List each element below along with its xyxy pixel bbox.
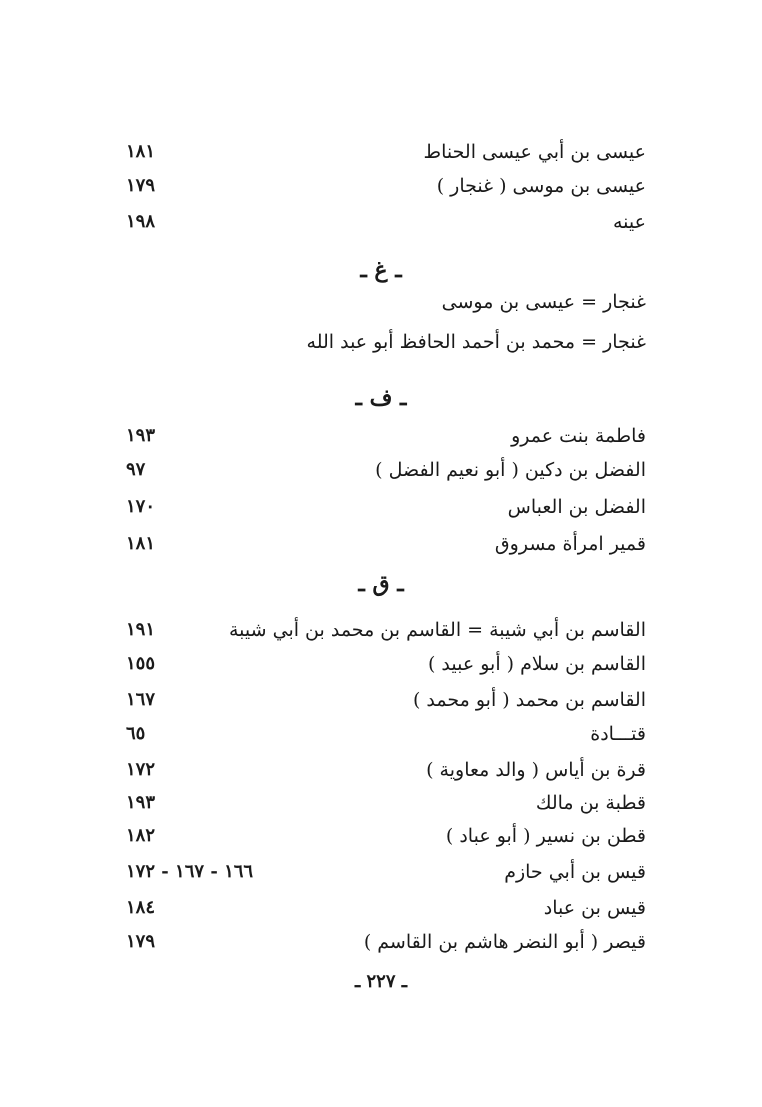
entry-name: عيسى بن أبي عيسى الحناط <box>423 141 646 163</box>
index-entry <box>0 454 762 486</box>
entry-name: القاسم بن سلام ( أبو عبيد ) <box>427 653 646 675</box>
entry-name: قتـــادة <box>590 723 646 745</box>
index-entry <box>0 787 762 819</box>
entry-page: ١٧٩ <box>126 175 156 196</box>
entry-page: ١٨١ <box>126 141 156 162</box>
entry-page: ١٧٢ <box>126 759 156 780</box>
index-entry <box>0 170 762 202</box>
cross-reference <box>0 326 762 358</box>
index-entry <box>0 926 762 958</box>
entry-page: ١٩١ <box>126 619 156 640</box>
index-entry <box>0 528 762 560</box>
entry-page: ١٦٧ <box>126 689 156 710</box>
entry-page: ١٩٣ <box>126 425 156 446</box>
index-entry <box>0 420 762 452</box>
entry-name: قيصر ( أبو النضر هاشم بن القاسم ) <box>363 931 646 953</box>
entry-page: ١٦٦ - ١٦٧ - ١٧٢ <box>126 861 254 882</box>
reference-text: غنجار = محمد بن أحمد الحافظ أبو عبد الله <box>306 331 646 353</box>
index-entry <box>0 754 762 786</box>
entry-page: ١٨٤ <box>126 897 156 918</box>
entry-name: القاسم بن محمد ( أبو محمد ) <box>412 689 646 711</box>
entry-page: ١٩٨ <box>126 211 156 232</box>
entry-name: قيس بن عباد <box>543 897 646 919</box>
index-entry <box>0 136 762 168</box>
index-entry <box>0 856 762 888</box>
entry-name: قرة بن أياس ( والد معاوية ) <box>426 759 646 781</box>
entry-name: القاسم بن أبي شيبة = القاسم بن محمد بن أبي شيبة <box>229 619 646 641</box>
entry-name: الفضل بن دكين ( أبو نعيم الفضل ) <box>375 459 646 481</box>
entry-name: قطن بن نسير ( أبو عباد ) <box>445 825 646 847</box>
section-letter-fa: ـ ف ـ <box>355 385 407 411</box>
entry-page: ١٧٩ <box>126 931 156 952</box>
entry-name: عيسى بن موسى ( غنجار ) <box>436 175 646 197</box>
section-letter-ghain: ـ غ ـ <box>360 257 402 283</box>
index-entry <box>0 820 762 852</box>
cross-reference <box>0 286 762 318</box>
section-letter-qaf: ـ ق ـ <box>358 571 404 597</box>
entry-page: ١٥٥ <box>126 653 156 674</box>
reference-text: غنجار = عيسى بن موسى <box>441 291 646 313</box>
index-entry <box>0 684 762 716</box>
entry-name: عينه <box>613 211 646 233</box>
entry-page: ٩٧ <box>126 459 146 480</box>
index-entry <box>0 648 762 680</box>
index-entry <box>0 206 762 238</box>
entry-name: الفضل بن العباس <box>507 496 646 518</box>
page-number: ـ ٢٢٧ ـ <box>354 971 408 992</box>
entry-page: ١٨١ <box>126 533 156 554</box>
entry-page: ١٨٢ <box>126 825 156 846</box>
index-entry <box>0 718 762 750</box>
entry-name: قطبة بن مالك <box>535 792 646 814</box>
entry-page: ١٧٠ <box>126 496 156 517</box>
index-entry <box>0 614 762 646</box>
entry-page: ٦٥ <box>126 723 146 744</box>
entry-name: فاطمة بنت عمرو <box>511 425 646 447</box>
index-entry <box>0 892 762 924</box>
entry-page: ١٩٣ <box>126 792 156 813</box>
entry-name: قمير امرأة مسروق <box>494 533 646 555</box>
index-entry <box>0 491 762 523</box>
entry-name: قيس بن أبي حازم <box>504 861 646 883</box>
